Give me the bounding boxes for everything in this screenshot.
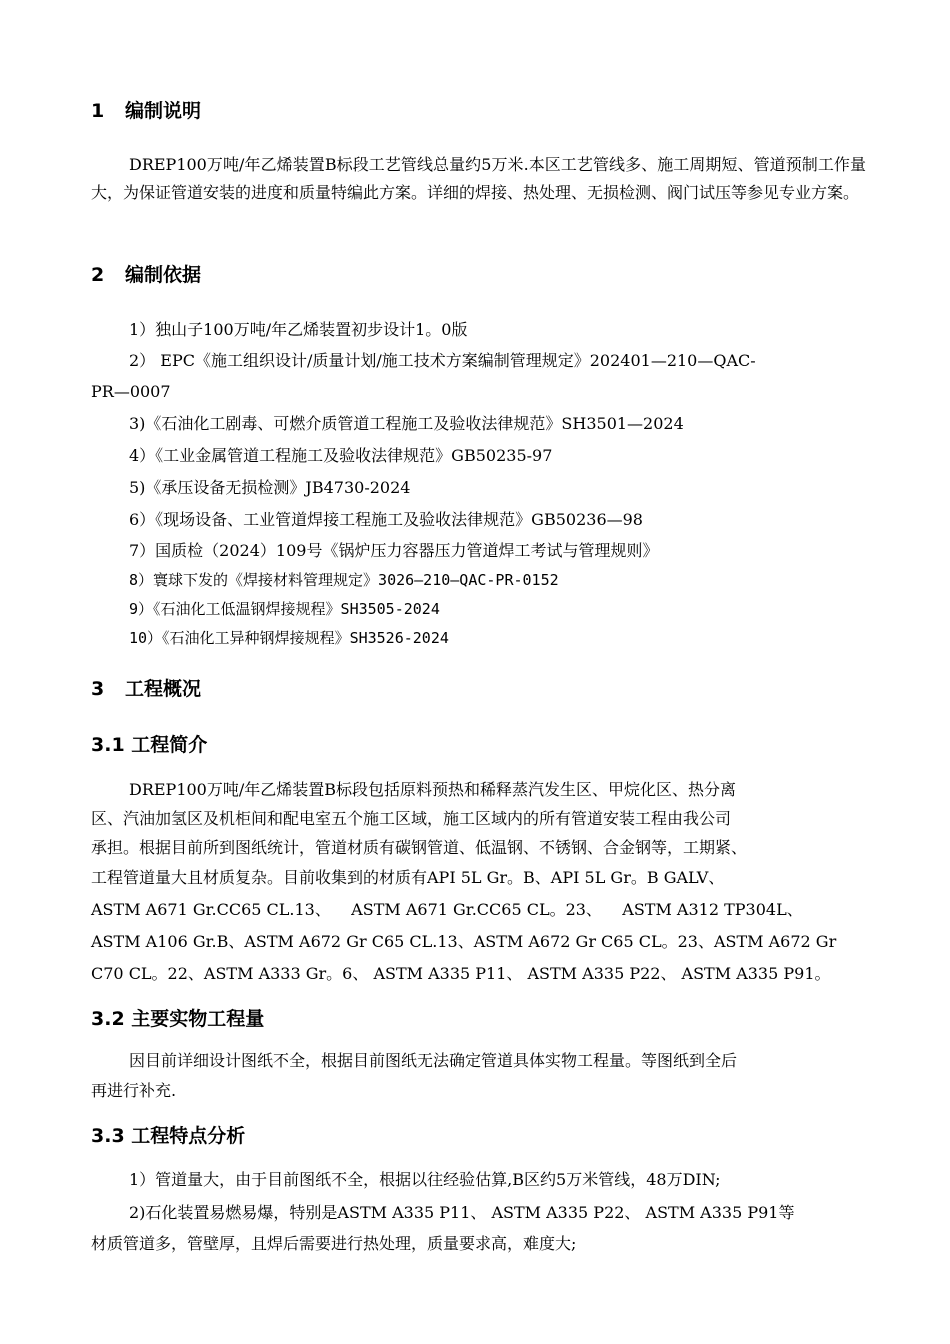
feature-line: 1）管道量大，由于目前图纸不全，根据以往经验估算,B区约5万米管线，48万DIN; [129, 1170, 721, 1189]
feature-line: 材质管道多，管壁厚，且焊后需要进行热处理，质量要求高，难度大; [91, 1234, 577, 1253]
reference-item: 5)《承压设备无损检测》JB4730-2024 [129, 478, 411, 497]
reference-item: 9）《石油化工低温钢焊接规程》SH3505-2024 [129, 600, 440, 618]
section-number: 2 [91, 264, 105, 286]
reference-item: 7）国质检（2024）109号《锅炉压力容器压力管道焊工考试与管理规则》 [129, 541, 659, 560]
reference-item: 10）《石油化工异种钢焊接规程》SH3526-2024 [129, 629, 449, 647]
project-overview-line: ASTM A106 Gr.B、ASTM A672 Gr C65 CL.13、ASTM A672 Gr C65 CL。23、ASTM A672 Gr [91, 932, 837, 951]
reference-item: 8）寰球下发的《焊接材料管理规定》3026—210—QAC-PR-0152 [129, 571, 559, 589]
section-3-1-heading: 3.1 工程简介 [91, 734, 208, 756]
section-3-2-heading: 3.2 主要实物工程量 [91, 1008, 265, 1030]
intro-paragraph: DREP100万吨/年乙烯装置B标段工艺管线总量约5万米.本区工艺管线多、施工周期短、管道预制工作量大，为保证管道安装的进度和质量特编此方案。详细的焊接、热处理、无损检测、阀门试压等参见专业方案。 [91, 155, 866, 202]
reference-item: 4）《工业金属管道工程施工及验收法律规范》GB50235-97 [129, 446, 553, 465]
reference-item: 2） EPC《施工组织设计/质量计划/施工技术方案编制管理规定》202401—210—QAC- [129, 351, 756, 370]
section-1-heading [91, 99, 201, 123]
feature-line: 2)石化装置易燃易爆，特别是ASTM A335 P11、 ASTM A335 P22、 ASTM A335 P91等 [129, 1203, 795, 1222]
project-overview-line: DREP100万吨/年乙烯装置B标段包括原料预热和稀释蒸汽发生区、甲烷化区、热分离 [129, 780, 737, 799]
project-overview-line: 区、汽油加氢区及机柜间和配电室五个施工区域，施工区域内的所有管道安装工程由我公司 [91, 809, 732, 828]
reference-item: 6）《现场设备、工业管道焊接工程施工及验收法律规范》GB50236—98 [129, 510, 643, 529]
section-2-heading [91, 263, 201, 287]
quantity-line: 因目前详细设计图纸不全，根据目前图纸无法确定管道具体实物工程量。等图纸到全后 [129, 1051, 738, 1070]
project-overview-line: 工程管道量大且材质复杂。目前收集到的材质有API 5L Gr。B、API 5L Gr。B GALV、 [91, 868, 725, 887]
section-number: 3 [91, 678, 105, 700]
section-title: 编制说明 [125, 100, 202, 122]
reference-item-continued: PR—0007 [91, 382, 171, 401]
section-number: 1 [91, 100, 105, 122]
section-title: 编制依据 [125, 264, 202, 286]
reference-item: 1）独山子100万吨/年乙烯装置初步设计1。0版 [129, 320, 468, 339]
section-title: 工程概况 [125, 678, 202, 700]
section-3-3-heading: 3.3 工程特点分析 [91, 1125, 246, 1147]
reference-item: 3)《石油化工剧毒、可燃介质管道工程施工及验收法律规范》SH3501—2024 [129, 414, 684, 433]
project-overview-line: ASTM A671 Gr.CC65 CL.13、 ASTM A671 Gr.CC65 CL。23、 ASTM A312 TP304L、 [91, 900, 803, 919]
quantity-line: 再进行补充. [91, 1081, 177, 1100]
section-3-heading [91, 677, 201, 701]
project-overview-line: C70 CL。22、ASTM A333 Gr。6、 ASTM A335 P11、 ASTM A335 P22、 ASTM A335 P91。 [91, 964, 831, 983]
project-overview-line: 承担。根据目前所到图纸统计，管道材质有碳钢管道、低温钢、不锈钢、合金钢等，工期紧、 [91, 838, 748, 857]
